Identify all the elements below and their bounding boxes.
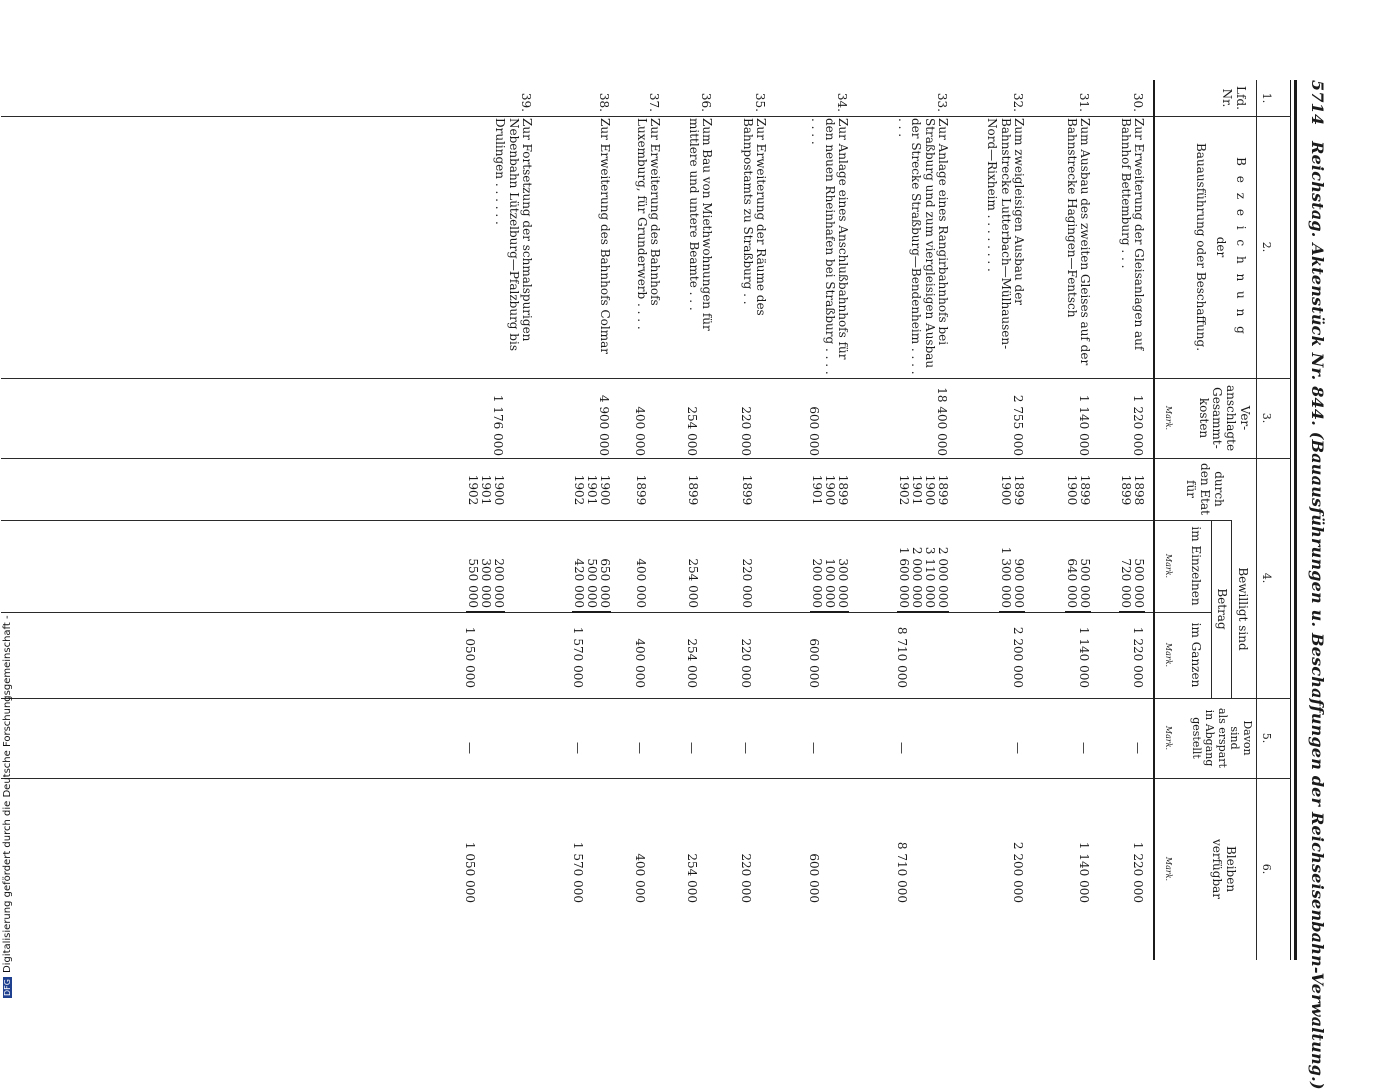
row-saved: — [571, 742, 585, 754]
row-total-cost: 254 000 [685, 406, 699, 456]
header-k5-l4: in Abgang [1203, 709, 1217, 767]
row-years: 1899 1900 1901 [810, 474, 850, 506]
row-number: 34. [835, 92, 849, 112]
row-years: 1899 [740, 474, 754, 506]
row-description: Zum Bau von Miethwohnungen für mittlere und untere Beamte . . . [686, 118, 714, 331]
row-description: Zur Fortsetzung der schmalspurigen Nebenbahn Lützelburg—Pfalzburg bis Drulingen . . . . . . [493, 118, 534, 351]
row-years: 1899 1900 [999, 474, 1026, 506]
row-saved: — [1077, 742, 1091, 754]
header-betrag: Betrag [1215, 588, 1229, 630]
header-fuer: für [1184, 480, 1199, 498]
header-den-etat: den Etat [1198, 463, 1213, 515]
row-amounts: 2 000 000 3 110 000 2 000 000 1 600 000 [897, 528, 949, 613]
row-saved: — [1011, 742, 1025, 754]
row-available: 1 570 000 [571, 841, 585, 903]
row-total-granted: 1 050 000 [463, 626, 477, 688]
header-im-ganzen: im Ganzen [1189, 622, 1203, 688]
page-number: 5714 [1308, 80, 1327, 126]
unit-ganzen: Mark. [1164, 642, 1173, 668]
row-total-cost: 400 000 [633, 406, 647, 456]
header-bezeichnung-word: B e z e i c h n u n g [1234, 157, 1248, 337]
row-amounts: 500 000 640 000 [1065, 528, 1091, 613]
row-amounts: 254 000 [686, 558, 700, 608]
header-durch-etat [1184, 458, 1225, 520]
row-amounts: 400 000 [634, 558, 648, 608]
row-description: Zum Ausbau des zweiten Gleises auf der Bahnstrecke Hagingen—Fentsch [1064, 118, 1092, 366]
row-number: 30. [1131, 92, 1145, 112]
row-total-granted: 2 200 000 [1011, 626, 1025, 688]
header-col3 [1196, 378, 1251, 458]
unit-col5: Mark. [1164, 725, 1173, 751]
header-k5-l3: als erspart [1215, 708, 1229, 768]
row-saved: — [463, 742, 477, 754]
header-k3-l1: Ver- [1238, 405, 1252, 431]
row-description: Zur Anlage eines Anschlußbahnhofs für den neuen Rheinhafen bei Straßburg . . . . . . . . [809, 118, 850, 375]
row-available: 254 000 [685, 853, 699, 903]
row-amounts: 300 000 100 000 200 000 [810, 528, 849, 613]
row-total-cost: 600 000 [807, 406, 821, 456]
top-rule [1294, 80, 1297, 960]
row-total-cost: 1 220 000 [1131, 394, 1145, 456]
row-total-granted: 8 710 000 [895, 626, 909, 688]
header-im-einzelnen: im Einzelnen [1189, 526, 1203, 606]
unit-col6: Mark. [1164, 856, 1173, 882]
header-nr: Nr. [1220, 88, 1235, 108]
bewilligt-rule [1231, 520, 1232, 698]
row-years: 1898 1899 [1119, 474, 1146, 506]
col-number-6: 6. [1260, 863, 1273, 875]
row-total-granted: 220 000 [739, 638, 753, 688]
unit-col3: Mark. [1164, 405, 1173, 431]
row-total-granted: 600 000 [807, 638, 821, 688]
row-amounts: 650 000 500 000 420 000 [572, 528, 611, 613]
row-total-cost: 4 900 000 [597, 394, 611, 456]
row-number: 37. [647, 92, 661, 112]
digitization-note [2, 615, 13, 998]
row-total-cost: 18 400 000 [935, 387, 949, 456]
col-number-2: 2. [1260, 241, 1273, 253]
col-number-rule [1256, 80, 1257, 960]
header-k6-l2: verfügbar [1210, 838, 1225, 900]
header-bezeichnung [1194, 116, 1247, 378]
row-number: 35. [753, 92, 767, 112]
header-der: der [1214, 236, 1229, 258]
col-number-1: 1. [1260, 92, 1273, 104]
row-years: 1900 1901 1902 [466, 474, 506, 506]
row-saved: — [895, 742, 909, 754]
row-saved: — [807, 742, 821, 754]
page-title: Reichstag. Aktenstück Nr. 844. (Bauausführungen u. Beschaffungen der Reichseisenbahn-Verwaltung.) [1308, 141, 1327, 1090]
row-total-granted: 1 570 000 [571, 626, 585, 688]
header-lfd: Lfd. [1234, 86, 1248, 110]
header-durch: durch [1212, 471, 1226, 507]
row-total-cost: 2 755 000 [1011, 394, 1025, 456]
col-number-4: 4. [1260, 572, 1273, 584]
col-number-3: 3. [1260, 412, 1273, 424]
row-saved: — [739, 742, 753, 754]
row-total-granted: 400 000 [633, 638, 647, 688]
row-total-granted: 1 140 000 [1077, 626, 1091, 688]
row-years: 1899 1900 [1065, 474, 1092, 506]
header-bewilligt: Bewilligt sind [1236, 567, 1250, 651]
header-k5-l2: sind [1228, 726, 1242, 750]
header-bottom-rule [1153, 80, 1155, 960]
divider-3 [1, 458, 1291, 459]
header-k3-l2: anschlagte [1224, 384, 1239, 452]
header-bau: Bauausführung oder Beschaffung. [1194, 142, 1209, 352]
header-k3-l4: kosten [1196, 397, 1211, 439]
dfg-logo: DFG [3, 979, 12, 996]
row-number: 38. [597, 92, 611, 112]
row-number: 39. [519, 92, 533, 112]
row-description: Zur Anlage eines Rangirbahnhofs bei Straßburg und zum viergleisigen Ausbau der Strecke Straßburg—Bendenheim . . . . . . . [895, 118, 950, 375]
divider-1 [1, 116, 1291, 117]
header-col6 [1209, 778, 1237, 960]
header-k6-l1: Bleiben [1224, 845, 1238, 893]
row-years: 1899 [686, 474, 700, 506]
header-lfd-nr [1219, 80, 1247, 116]
row-total-granted: 1 220 000 [1131, 626, 1145, 688]
unit-einzelnen: Mark. [1164, 553, 1173, 579]
row-amounts: 200 000 300 000 550 000 [466, 528, 505, 613]
row-saved: — [1131, 742, 1145, 754]
row-saved: — [633, 742, 647, 754]
row-number: 33. [935, 92, 949, 112]
row-available: 220 000 [739, 853, 753, 903]
row-amounts: 900 000 1 300 000 [999, 528, 1025, 613]
header-col5 [1190, 698, 1253, 778]
row-total-cost: 1 176 000 [491, 394, 505, 456]
betrag-rule [1211, 520, 1212, 698]
row-description: Zur Erweiterung des Bahnhofs Colmar [598, 118, 612, 355]
row-number: 36. [699, 92, 713, 112]
row-description: Zur Erweiterung der Räume des Bahnpostamts zu Straßburg . . [740, 118, 768, 316]
row-available: 600 000 [807, 853, 821, 903]
row-total-granted: 254 000 [685, 638, 699, 688]
row-total-cost: 1 140 000 [1077, 394, 1091, 456]
row-number: 32. [1011, 92, 1025, 112]
divider-4a [1, 520, 1232, 521]
row-description: Zum zweigleisigen Ausbau der Bahnstrecke Lutterbach—Mülhausen-Nord—Rixheim . . . . . . . . [985, 118, 1026, 350]
row-total-cost: 220 000 [739, 406, 753, 456]
row-available: 1 140 000 [1077, 841, 1091, 903]
row-years: 1899 1900 1901 1902 [897, 474, 950, 506]
header-k3-l3: Gesammt- [1210, 387, 1225, 449]
row-years: 1899 [634, 474, 648, 506]
col-number-5: 5. [1260, 732, 1273, 744]
row-available: 8 710 000 [895, 841, 909, 903]
header-k5-l1: Davon [1241, 720, 1254, 756]
row-available: 1 220 000 [1131, 841, 1145, 903]
row-available: 1 050 000 [463, 841, 477, 903]
row-available: 400 000 [633, 853, 647, 903]
page-header [1308, 80, 1327, 1090]
row-number: 31. [1077, 92, 1091, 112]
row-available: 2 200 000 [1011, 841, 1025, 903]
row-description: Zur Erweiterung des Bahnhofs Luxemburg, für Grunderwerb . . . . [634, 118, 662, 330]
row-saved: — [685, 742, 699, 754]
row-description: Zur Erweiterung der Gleisanlagen auf Bahnhof Bettemburg . . . [1118, 118, 1146, 351]
digitization-text: Digitalisierung gefördert durch die Deutsche Forschungsgemeinschaft - [2, 615, 13, 974]
row-years: 1900 1901 1902 [572, 474, 612, 506]
top-rule-thin [1290, 80, 1291, 960]
row-amounts: 220 000 [740, 558, 754, 608]
header-k5-l5: gestellt [1190, 717, 1204, 759]
row-amounts: 500 000 720 000 [1119, 528, 1145, 613]
